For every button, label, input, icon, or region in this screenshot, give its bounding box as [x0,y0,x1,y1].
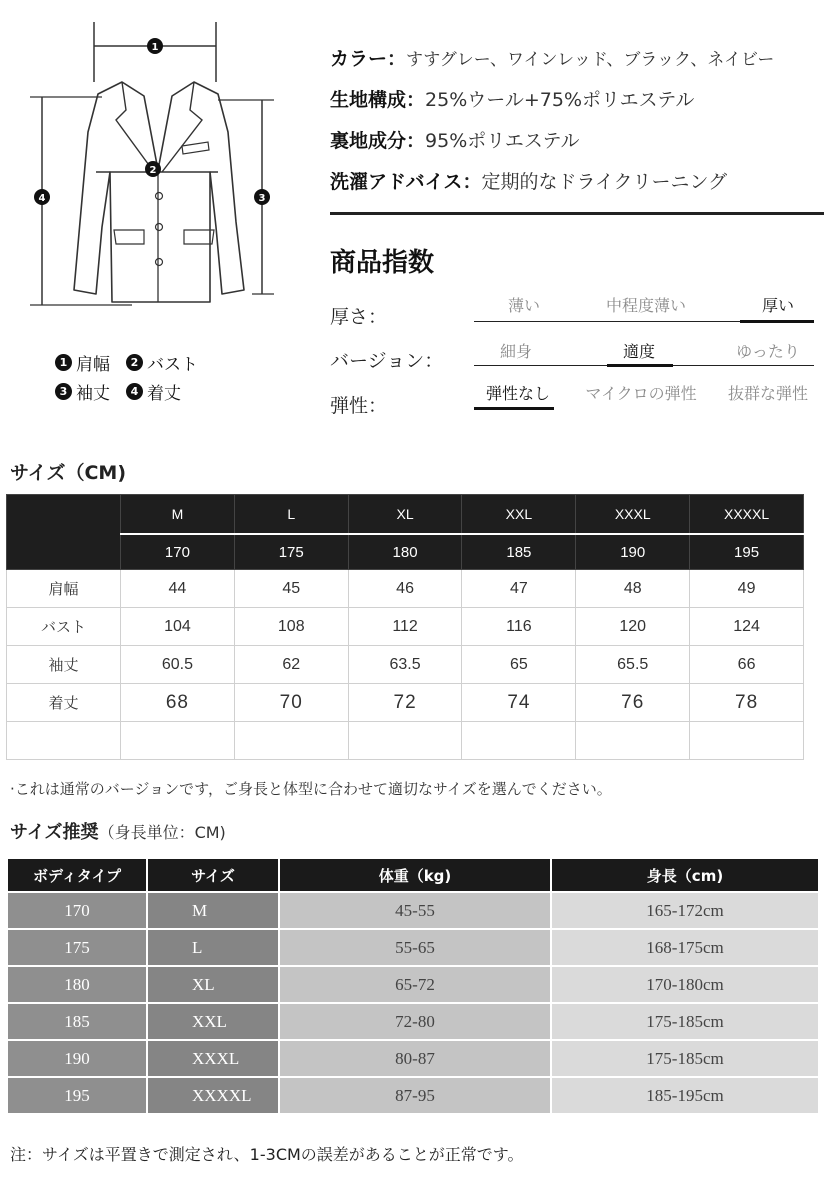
table-cell: 165-172cm [552,893,818,928]
table-cell: 175-185cm [552,1004,818,1039]
header-weight: 体重（kg) [280,859,550,891]
row-label: 袖丈 [7,646,121,684]
recommend-subtitle: （身長単位：CM) [98,823,226,842]
table-cell: 55-65 [280,930,550,965]
spec-value: 定期的なドライクリーニング [481,171,728,193]
table-cell: 112 [348,608,462,646]
thickness-selected-marker [740,320,814,323]
table-cell: 116 [462,608,576,646]
thickness-option-thin: 薄い [507,296,540,315]
spec-washing [330,167,727,194]
table-cell: 185-195cm [552,1078,818,1113]
recommend-table [6,857,820,1115]
table-cell: 46 [348,570,462,608]
height-header-cell: 195 [690,534,804,570]
table-cell: 65 [462,646,576,684]
height-header-row [7,534,804,570]
table-row [7,608,804,646]
spec-value: 25%ウール+75%ポリエステル [425,89,695,111]
table-cell: 62 [234,646,348,684]
table-cell: 108 [234,608,348,646]
version-option-regular: 適度 [622,342,655,361]
table-cell: 168-175cm [552,930,818,965]
svg-text:4: 4 [38,193,46,204]
header-body-type: ボディタイプ [8,859,146,891]
table-cell: 70 [234,684,348,722]
table-cell: XXL [148,1004,278,1039]
table-cell: 45 [234,570,348,608]
table-row [8,930,818,965]
spec-fabric [330,85,694,112]
row-label: 肩幅 [7,570,121,608]
table-cell: 120 [576,608,690,646]
table-cell: 49 [690,570,804,608]
height-header-cell: 175 [234,534,348,570]
table-cell: 66 [690,646,804,684]
table-cell: 76 [576,684,690,722]
spec-sep: ： [406,89,426,111]
table-row [8,1078,818,1113]
table-cell: 104 [121,608,235,646]
size-header-cell: XXXL [576,495,690,535]
table-cell: 80-87 [280,1041,550,1076]
table-cell: 63.5 [348,646,462,684]
size-header-row [7,495,804,535]
spec-sep: ： [387,48,407,70]
number-1-icon: 1 [55,354,72,371]
spec-key: 裏地成分 [330,130,407,152]
table-cell: 195 [8,1078,146,1113]
version-option-loose: ゆったり [736,342,800,361]
table-row [7,646,804,684]
height-header-cell: 180 [348,534,462,570]
table-cell: 180 [8,967,146,1002]
height-header-cell: 185 [462,534,576,570]
size-header-cell: M [121,495,235,535]
spec-value: すすグレー、ワインレッド、ブラック、ネイビー [406,50,775,70]
thickness-option-thick: 厚い [761,296,794,315]
table-cell: 78 [690,684,804,722]
table-cell: 72 [348,684,462,722]
spec-value: 95%ポリエステル [425,130,580,152]
header-size: サイズ [148,859,278,891]
table-cell: 47 [462,570,576,608]
svg-text:1: 1 [151,42,159,53]
elasticity-label: 弾性： [330,395,388,417]
table-cell: 65.5 [576,646,690,684]
elasticity-option-high: 抜群な弾性 [727,384,808,403]
table-row [8,1041,818,1076]
height-header-cell: 170 [121,534,235,570]
legend-length: 着丈 [147,384,181,404]
measurement-note: 注：サイズは平置きで測定され、1-3CMの誤差があることが正常です。 [10,1145,524,1164]
table-cell: 74 [462,684,576,722]
index-title: 商品指数 [330,248,435,278]
legend-sleeve: 袖丈 [76,384,110,404]
table-cell: 68 [121,684,235,722]
table-corner [7,495,121,570]
table-cell: 45-55 [280,893,550,928]
spec-lining [330,126,580,153]
spec-key: 洗濯アドバイス [330,171,463,193]
number-3-icon: 3 [55,383,72,400]
elasticity-selected-marker [474,407,554,410]
table-cell: 65-72 [280,967,550,1002]
legend-bust: バスト [147,355,198,375]
elasticity-option-micro: マイクロの弾性 [585,384,697,403]
table-cell: 124 [690,608,804,646]
version-label: バージョン： [330,350,444,372]
version-option-slim: 細身 [499,342,532,361]
table-cell: 72-80 [280,1004,550,1039]
table-row [8,893,818,928]
svg-text:3: 3 [258,193,266,204]
jacket-measurement-diagram [22,22,284,317]
table-cell: 170 [8,893,146,928]
version-selected-marker [607,364,673,367]
elasticity-option-none: 弾性なし [485,384,550,403]
table-row [8,967,818,1002]
empty-table-row [7,722,804,760]
number-4-icon: 4 [126,383,143,400]
table-cell: 185 [8,1004,146,1039]
table-cell: 190 [8,1041,146,1076]
table-row [7,570,804,608]
table-cell: 175 [8,930,146,965]
recommend-title [10,818,226,844]
spec-color [330,44,774,71]
thickness-label: 厚さ： [330,306,388,328]
table-cell: XL [148,967,278,1002]
table-cell: 175-185cm [552,1041,818,1076]
size-table [6,494,804,760]
size-header-cell: XL [348,495,462,535]
table-cell: M [148,893,278,928]
table-cell: 48 [576,570,690,608]
table-cell: L [148,930,278,965]
size-header-cell: XXXXL [690,495,804,535]
table-row [8,1004,818,1039]
spec-sep: ： [406,130,426,152]
spec-key: カラー [330,48,388,70]
section-divider [330,212,824,215]
table-cell: 87-95 [280,1078,550,1113]
thickness-option-medium: 中程度薄い [605,296,686,315]
recommend-title-text: サイズ推奨 [10,822,99,843]
size-header-cell: L [234,495,348,535]
table-cell: 44 [121,570,235,608]
table-cell: 60.5 [121,646,235,684]
spec-key: 生地構成 [330,89,407,111]
number-2-icon: 2 [126,354,143,371]
table-cell: 170-180cm [552,967,818,1002]
header-height: 身長（cm) [552,859,818,891]
table-cell: XXXL [148,1041,278,1076]
recommend-header-row [8,859,818,891]
height-header-cell: 190 [576,534,690,570]
row-label: 着丈 [7,684,121,722]
row-label: バスト [7,608,121,646]
spec-sep: ： [462,171,482,193]
legend-row-1 [55,350,198,375]
table-cell: XXXXL [148,1078,278,1113]
size-header-cell: XXL [462,495,576,535]
version-note: ·これは通常のバージョンです，ご身長と体型に合わせて適切なサイズを選んでください。 [10,780,612,798]
table-row [7,684,804,722]
size-table-title: サイズ（CM) [10,462,127,484]
svg-text:2: 2 [149,165,157,176]
legend-row-2 [55,379,181,404]
legend-shoulder: 肩幅 [76,355,110,375]
